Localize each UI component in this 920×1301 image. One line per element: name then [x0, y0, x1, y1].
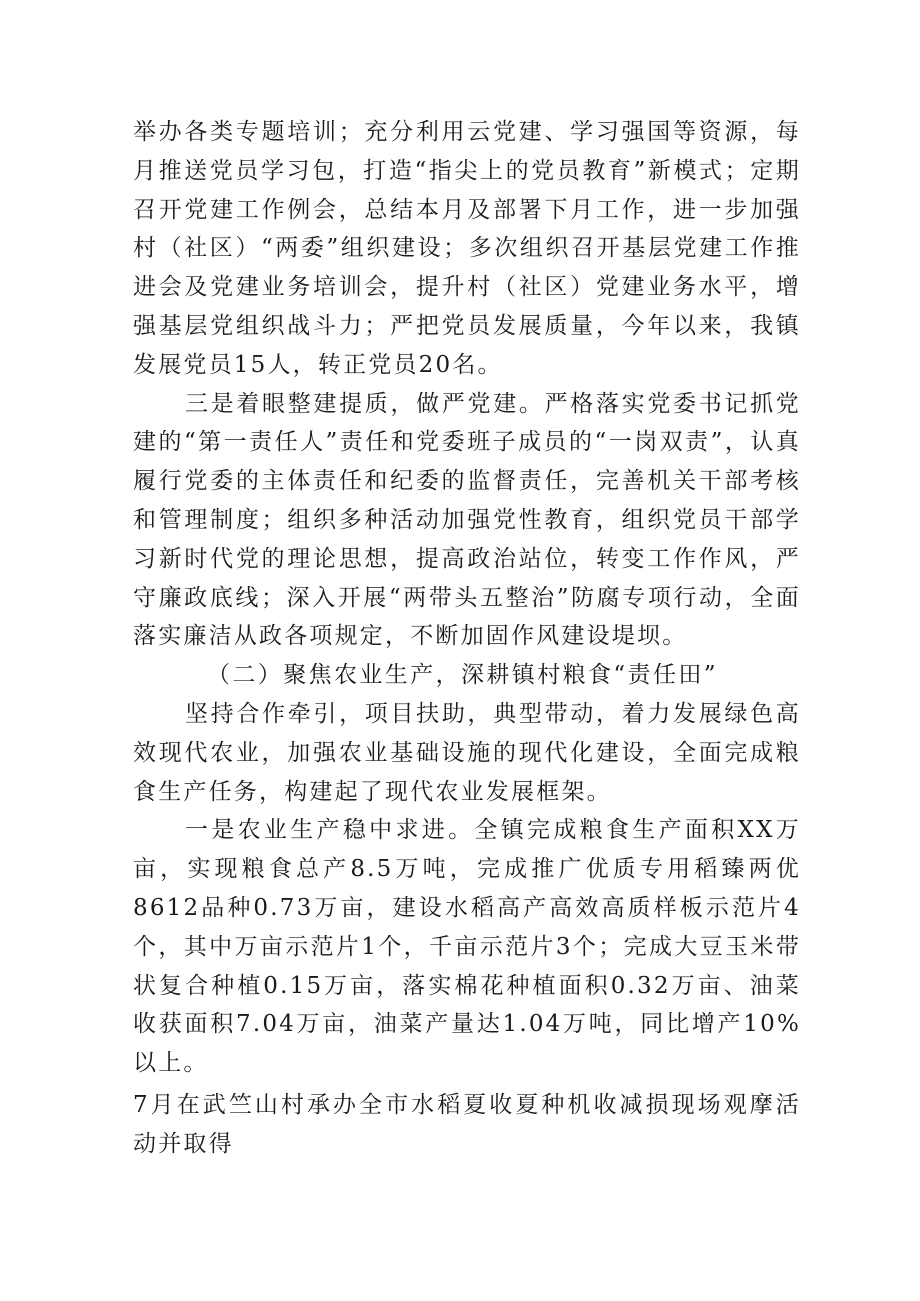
document-body: [133, 113, 801, 1164]
section-heading-agriculture: （二）聚焦农业生产，深耕镇村粮食“责任田”: [207, 662, 718, 689]
paragraph-strict-party-building: 三是着眼整建提质，做严党建。严格落实党委书记抓党建的“第一责任人”责任和党委班子成员的“一岗双责”，认真履行党委的主体责任和纪委的监督责任，完善机关干部考核和管理制度；组织多种活动加强党性教育，组织党员干部学习新时代党的理论思想，提高政治站位，转变工作作风，严守廉政底线；深入开展“两带头五整治”防腐专项行动，全面落实廉洁从政各项规定，不断加固作风建设堤坝。: [133, 390, 801, 650]
paragraph-agricultural-production: 一是农业生产稳中求进。全镇完成粮食生产面积XX万亩，实现粮食总产8.5万吨，完成推广优质专用稻臻两优8612品种0.73万亩，建设水稻高产高效高质样板示范片4个，其中万亩示范片1个，千亩示范片3个；完成大豆玉米带状复合种植0.15万亩，落实棉花种植面积0.32万亩、油菜收获面积7.04万亩，油菜产量达1.04万吨，同比增产10%以上。: [133, 817, 801, 1077]
paragraph-modern-agriculture: 坚持合作牵引，项目扶助，典型带动，着力发展绿色高效现代农业，加强农业基础设施的现代化建设，全面完成粮食生产任务，构建起了现代农业发展框架。: [133, 700, 801, 805]
paragraph-party-education: 举办各类专题培训；充分利用云党建、学习强国等资源，每月推送党员学习包，打造“指尖上的党员教育”新模式；定期召开党建工作例会，总结本月及部署下月工作，进一步加强村（社区）“两委”组织建设；多次组织召开基层党建工作推进会及党建业务培训会，提升村（社区）党建业务水平，增强基层党组织战斗力；严把党员发展质量，今年以来，我镇发展党员15人，转正党员20名。: [133, 119, 801, 378]
paragraph-july-event: 7月在武竺山村承办全市水稻夏收夏种机收减损现场观摩活动并取得: [133, 1091, 801, 1157]
